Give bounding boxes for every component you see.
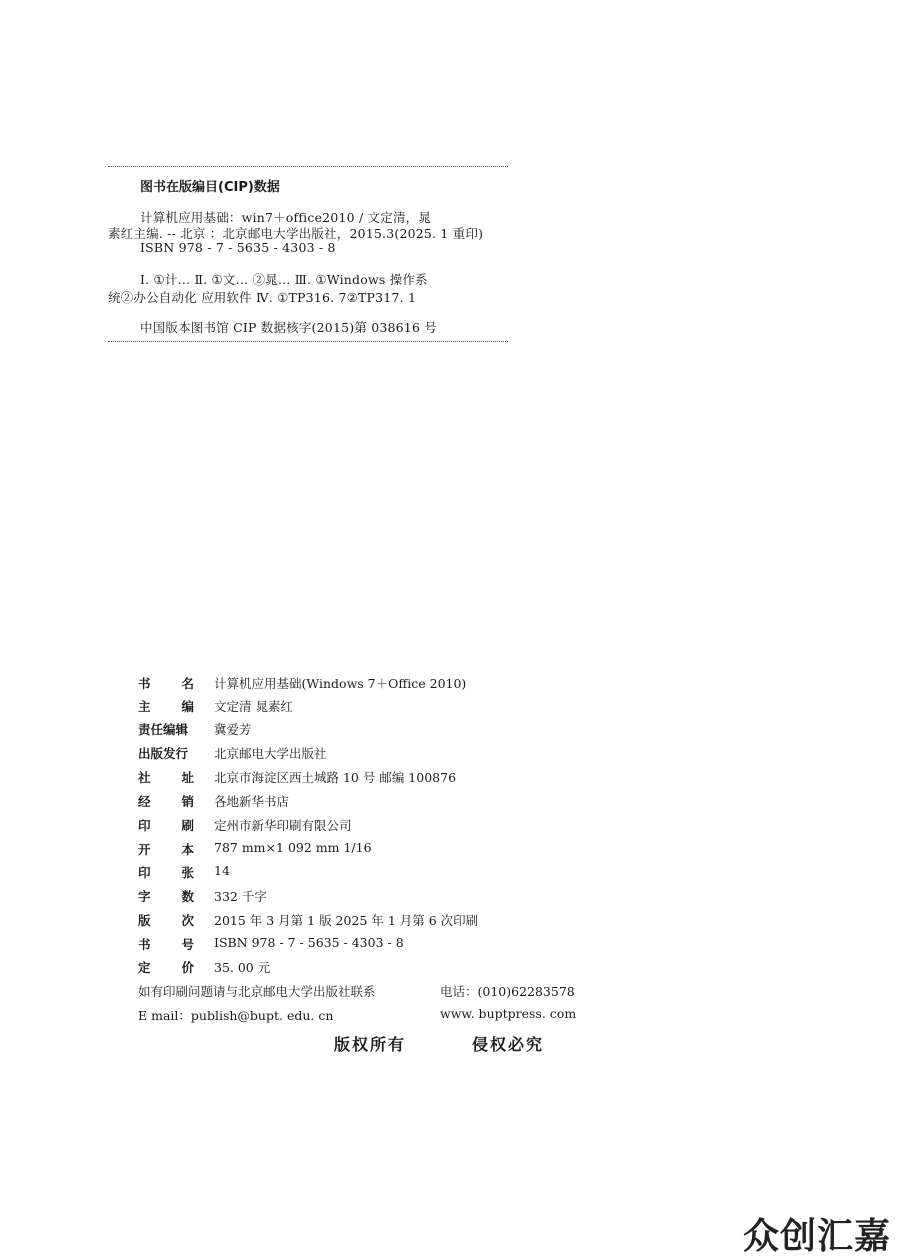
spec-value: 35. 00 元 bbox=[214, 960, 271, 975]
email-address: E mail：publish@bupt. edu. cn bbox=[138, 1008, 334, 1023]
copyright-notice: 版权所有 bbox=[334, 1035, 407, 1054]
spec-value: 定州市新华印刷有限公司 bbox=[214, 818, 352, 833]
watermark-logo: 众创汇嘉 bbox=[742, 1216, 891, 1257]
spec-label: 出版发行 bbox=[138, 746, 189, 761]
spec-row-price bbox=[138, 958, 270, 978]
spec-value: 14 bbox=[214, 863, 230, 878]
spec-value: 计算机应用基础(Windows 7＋Office 2010) bbox=[214, 676, 467, 691]
spec-label: 版 次 bbox=[138, 913, 194, 928]
spec-row-sheets bbox=[138, 863, 230, 883]
spec-label: 责任编辑 bbox=[138, 722, 189, 737]
spec-label: 主 编 bbox=[138, 699, 194, 714]
cip-line-3: ISBN 978 - 7 - 5635 - 4303 - 8 bbox=[140, 240, 336, 255]
spec-row-wordcount bbox=[138, 887, 267, 907]
cip-line-6: 中国版本图书馆 CIP 数据核字(2015)第 038616 号 bbox=[140, 320, 437, 335]
spec-value: 787 mm×1 092 mm 1/16 bbox=[214, 840, 372, 855]
cip-bottom-divider bbox=[108, 341, 508, 342]
spec-label: 印 张 bbox=[138, 865, 194, 880]
cip-title: 图书在版编目(CIP)数据 bbox=[140, 180, 280, 195]
spec-row-address bbox=[138, 768, 456, 788]
cip-line-1: 计算机应用基础：win7＋office2010 / 文定清，晁 bbox=[140, 210, 432, 225]
website-url: www. buptpress. com bbox=[440, 1006, 577, 1021]
cip-top-divider bbox=[108, 166, 508, 167]
spec-label: 定 价 bbox=[138, 960, 194, 975]
spec-value: 2015 年 3 月第 1 版 2025 年 1 月第 6 次印刷 bbox=[214, 913, 479, 928]
spec-value: 各地新华书店 bbox=[214, 794, 290, 809]
spec-label: 字 数 bbox=[138, 889, 194, 904]
spec-label: 经 销 bbox=[138, 794, 194, 809]
spec-label: 书 名 bbox=[138, 676, 194, 691]
cip-line-5: 统②办公自动化 应用软件 Ⅳ. ①TP316. 7②TP317. 1 bbox=[108, 290, 417, 305]
spec-value: 北京市海淀区西土城路 10 号 邮编 100876 bbox=[214, 770, 457, 785]
spec-value: 北京邮电大学出版社 bbox=[214, 746, 327, 761]
spec-value: 冀爱芳 bbox=[214, 722, 252, 737]
spec-row-isbn bbox=[138, 935, 404, 955]
phone-number: 电话：(010)62283578 bbox=[440, 984, 575, 999]
spec-row-format bbox=[138, 840, 372, 860]
spec-row-editor bbox=[138, 697, 293, 717]
spec-row-publisher bbox=[138, 744, 327, 764]
spec-row-edition bbox=[138, 911, 478, 931]
spec-row-printer bbox=[138, 816, 352, 836]
cip-line-4: Ⅰ. ①计… Ⅱ. ①文… ②晁… Ⅲ. ①Windows 操作系 bbox=[140, 272, 428, 287]
spec-value: ISBN 978 - 7 - 5635 - 4303 - 8 bbox=[214, 935, 404, 950]
print-problem-note: 如有印刷问题请与北京邮电大学出版社联系 bbox=[138, 984, 376, 999]
spec-row-responsible-editor bbox=[138, 720, 252, 740]
spec-label: 印 刷 bbox=[138, 818, 194, 833]
spec-label: 社 址 bbox=[138, 770, 194, 785]
cip-line-2: 素红主编. -- 北京 ：北京邮电大学出版社，2015.3(2025. 1 重印) bbox=[108, 226, 484, 241]
spec-value: 文定清 晁素红 bbox=[214, 699, 293, 714]
infringement-notice: 侵权必究 bbox=[472, 1035, 545, 1054]
spec-value: 332 千字 bbox=[214, 889, 267, 904]
spec-label: 开 本 bbox=[138, 842, 194, 857]
spec-label: 书 号 bbox=[138, 937, 194, 952]
spec-row-distributor bbox=[138, 792, 289, 812]
spec-row-title bbox=[138, 674, 466, 694]
